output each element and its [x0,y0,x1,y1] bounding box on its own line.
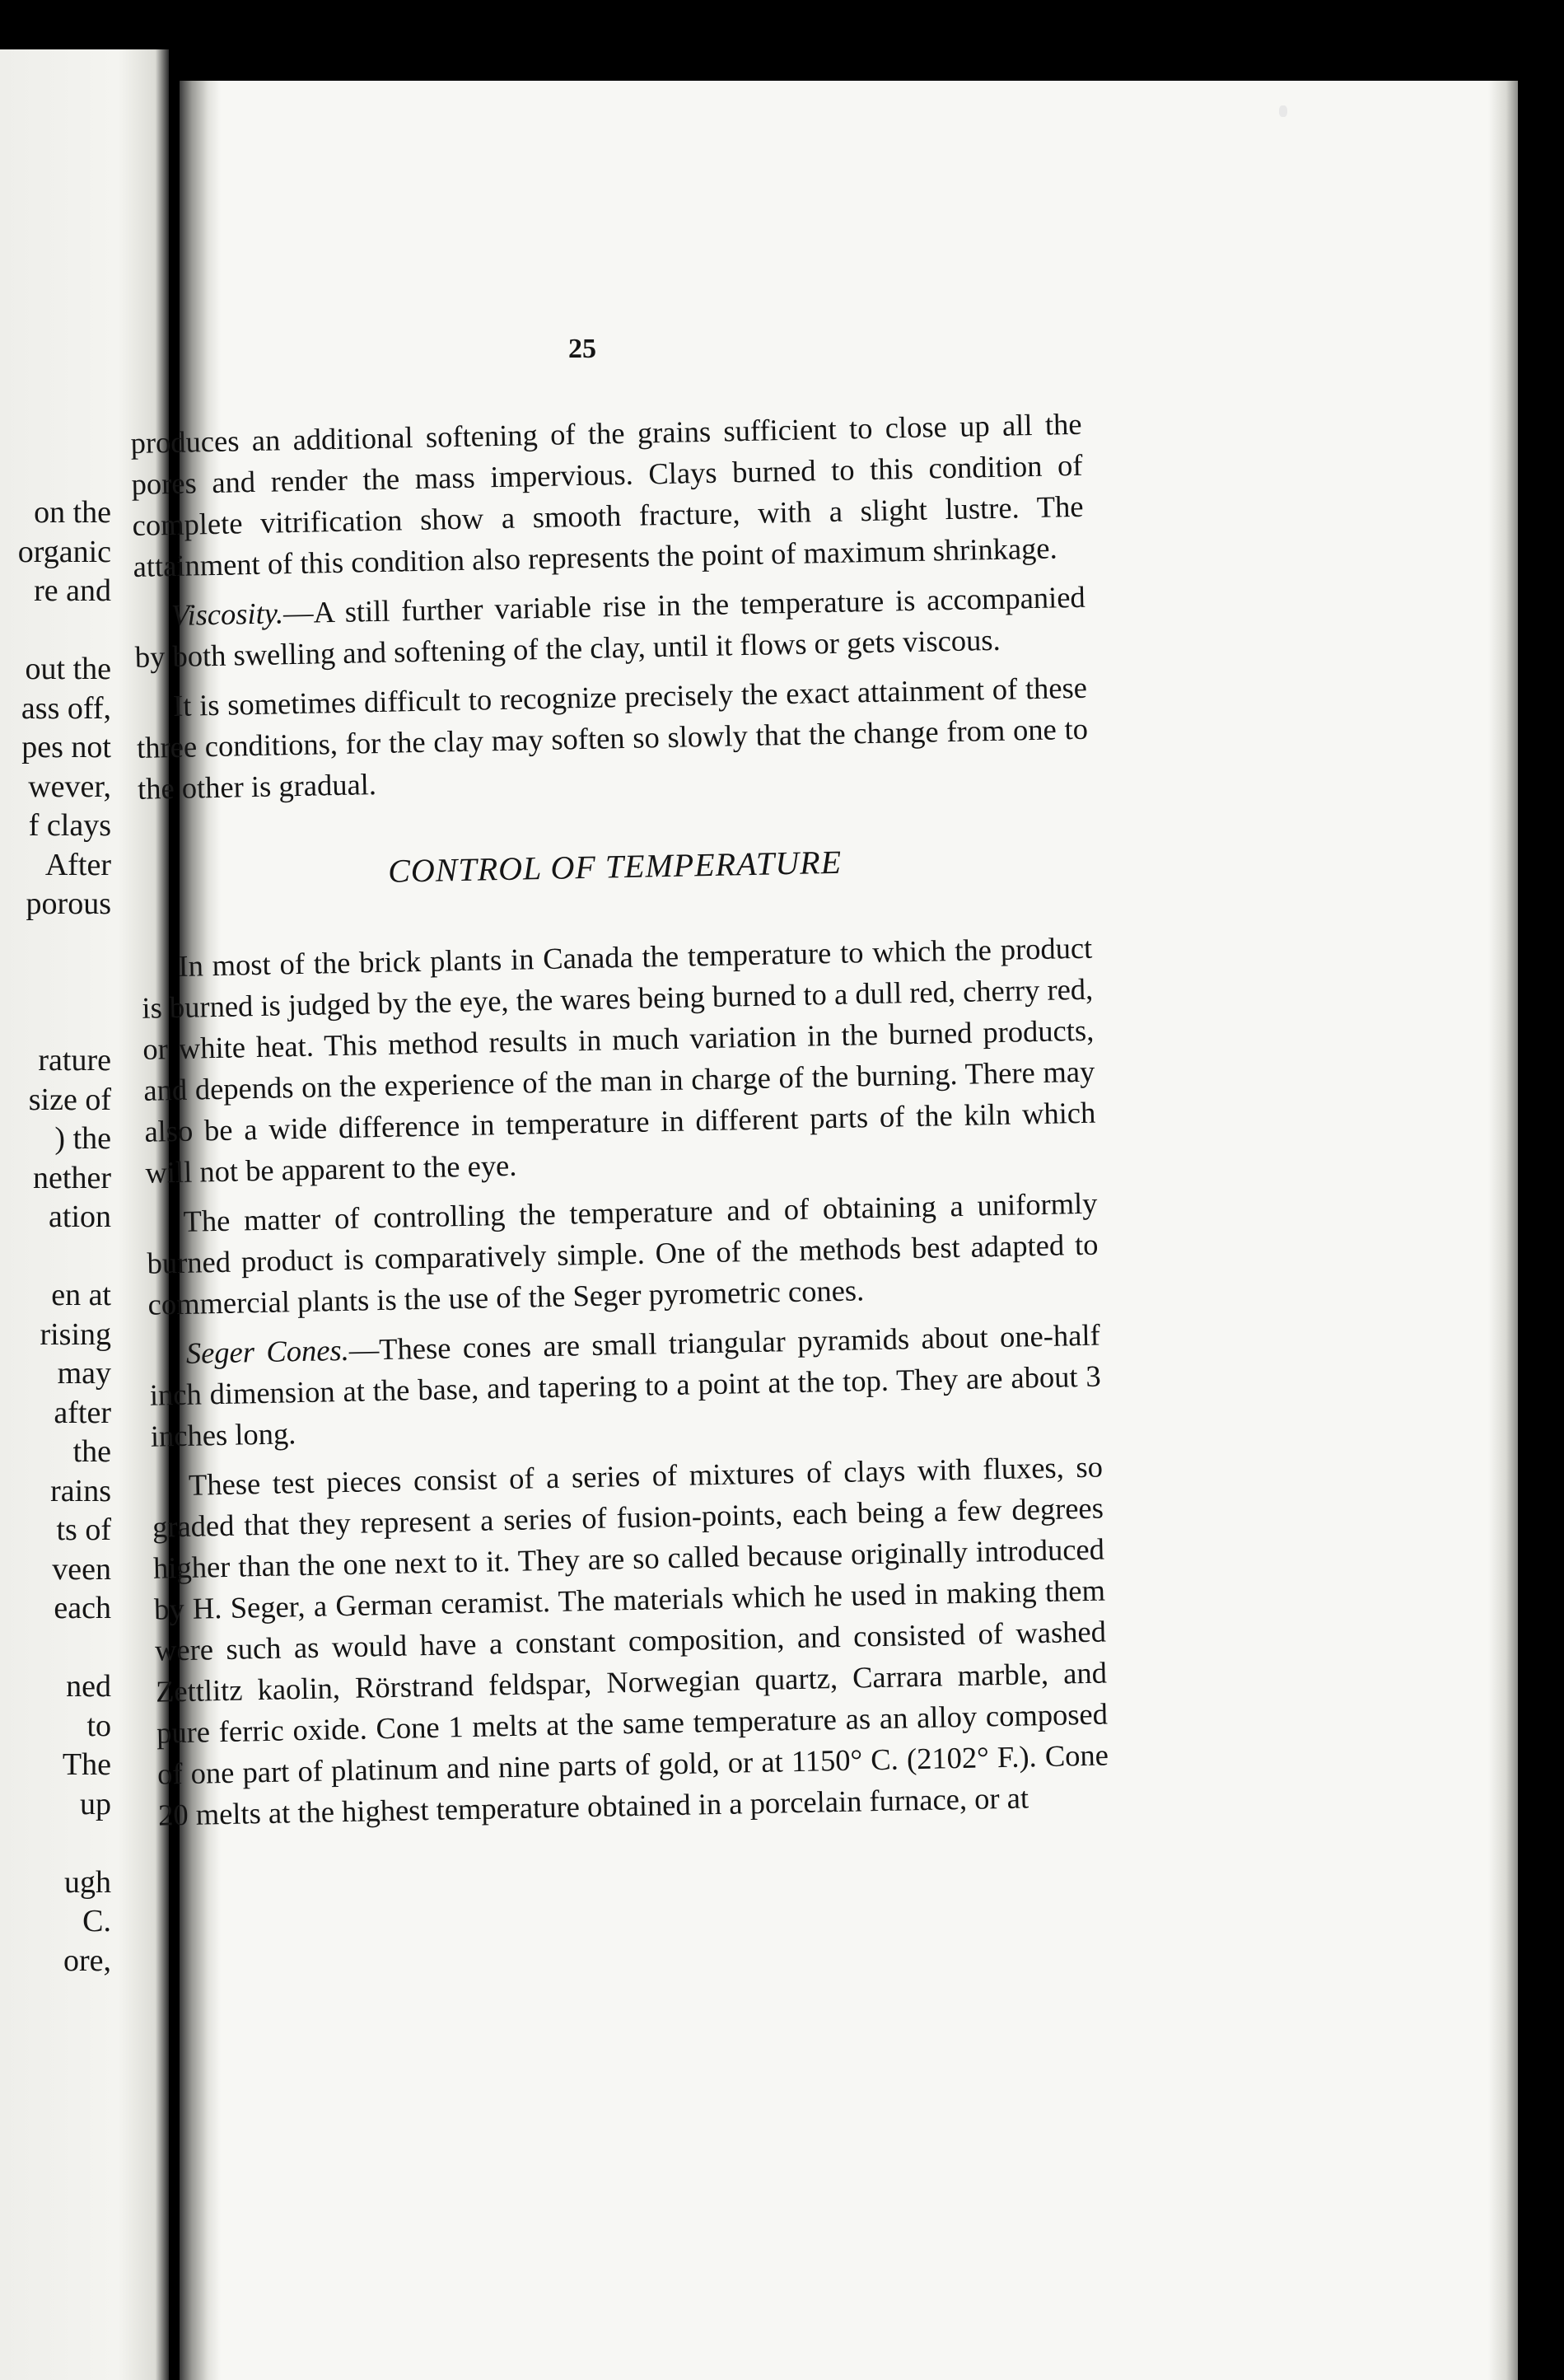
run-in-heading-viscosity: Viscosity. [170,596,284,633]
facing-page-line: size of [28,1082,111,1117]
facing-page-line: out the [25,652,111,686]
facing-page-line: to [86,1708,111,1743]
page-number: 25 [568,334,596,364]
facing-page-line: ) the [54,1121,111,1156]
facing-page-line: porous [26,886,111,921]
facing-page-line: ned [66,1669,111,1704]
paragraph-seger-cones [148,1315,1102,1457]
facing-page-line: wever, [28,769,111,804]
facing-page-line: rising [40,1316,111,1352]
facing-page-line: After [44,847,111,882]
paragraph-vitrification: produces an additional softening of the grains sufficient to close up all the pores and render the mass impervious. Clays burned to this condition of complete vitrification show a smooth fracture, with a slight lustre. The attainment of this condition also represents the point of maximum shrinkage. [130,406,1084,583]
facing-page-line: up [80,1786,111,1821]
paragraph-three-conditions: It is sometimes difficult to recognize precisely the exact attainment of these three conditions, for the clay may soften so slowly that the change from one to the other is gradual. [136,670,1089,806]
section-heading: CONTROL OF TEMPERATURE [387,843,843,890]
facing-page-line: re and [34,573,111,608]
paragraph-viscosity [133,577,1086,678]
paragraph-brick-plants: In most of the brick plants in Canada the temperature to which the product is burned is judged by the eye, the wares being burned to a dull red, cherry red, or white heat. This method results in much variation in the burned products, and depends on the experience of the man in charge of the burning. There may also be a wide difference in temperature in different parts of the kiln which will not be apparent to the eye. [142,930,1096,1190]
facing-page-line: en at [51,1278,111,1312]
facing-page-line: each [54,1591,111,1625]
facing-page-line: The [62,1747,111,1782]
facing-page-line: veen [52,1551,111,1587]
facing-page-line: nether [33,1160,111,1195]
facing-page-line: C. [82,1904,111,1938]
facing-page-line: rature [38,1043,111,1078]
paragraph-controlling-temperature: The matter of controlling the temperature and of obtaining a uniformly burned product is comparatively simple. One of the methods best adapted to commercial plants is the use of the Seger pyrometric cones. [147,1185,1099,1321]
facing-page-line: the [72,1434,111,1469]
facing-page-line: ugh [64,1864,111,1900]
run-in-heading-seger-cones: Seger Cones. [185,1332,350,1370]
facing-page-line: ass off, [21,690,111,726]
facing-page-line: ation [49,1199,111,1234]
facing-page-line: f clays [28,808,111,843]
page-edge-shadow [1488,81,1518,2380]
facing-page-line: ore, [63,1943,111,1978]
facing-page-line: after [54,1395,111,1430]
scan-speck [1279,105,1287,117]
facing-page-line: pes not [21,730,111,764]
facing-page-line: rains [50,1473,111,1508]
paragraph-test-pieces: These test pieces consist of a series of mixtures of clays with fluxes, so graded that they represent a series of fusion-points, each being a few degrees higher than the one next to it. They are so called because originally introduced by H. Seger, a German ceramist. The materials which he used in making them were such as would have a constant composition, and consisted of washed Zettlitz kaolin, Rörstrand feldspar, Norwegian quartz, Carrara marble, and pure ferric oxide. Cone 1 melts at the same temperature as an alloy composed of one part of platinum and nine parts of gold, or at 1150° C. (2102° F.). Cone 20 melts at the highest temperature obtained in a porcelain furnace, or at [152,1449,1109,1832]
seger-cones-text: —These cones are small triangular pyramids about one-half inch dimension at the base, and tapering to a point at the top. They are about 3 inches long. [149,1317,1102,1453]
facing-page-line: ts of [56,1513,111,1547]
facing-page-line: organic [17,534,111,569]
facing-page-line: on the [34,495,111,530]
facing-page-line: may [57,1356,111,1391]
viscosity-text: —A still further variable rise in the temperature is accompanied by both swelling and softening of the clay, until it flows or gets viscous. [134,579,1086,674]
page-body [128,315,1110,1845]
